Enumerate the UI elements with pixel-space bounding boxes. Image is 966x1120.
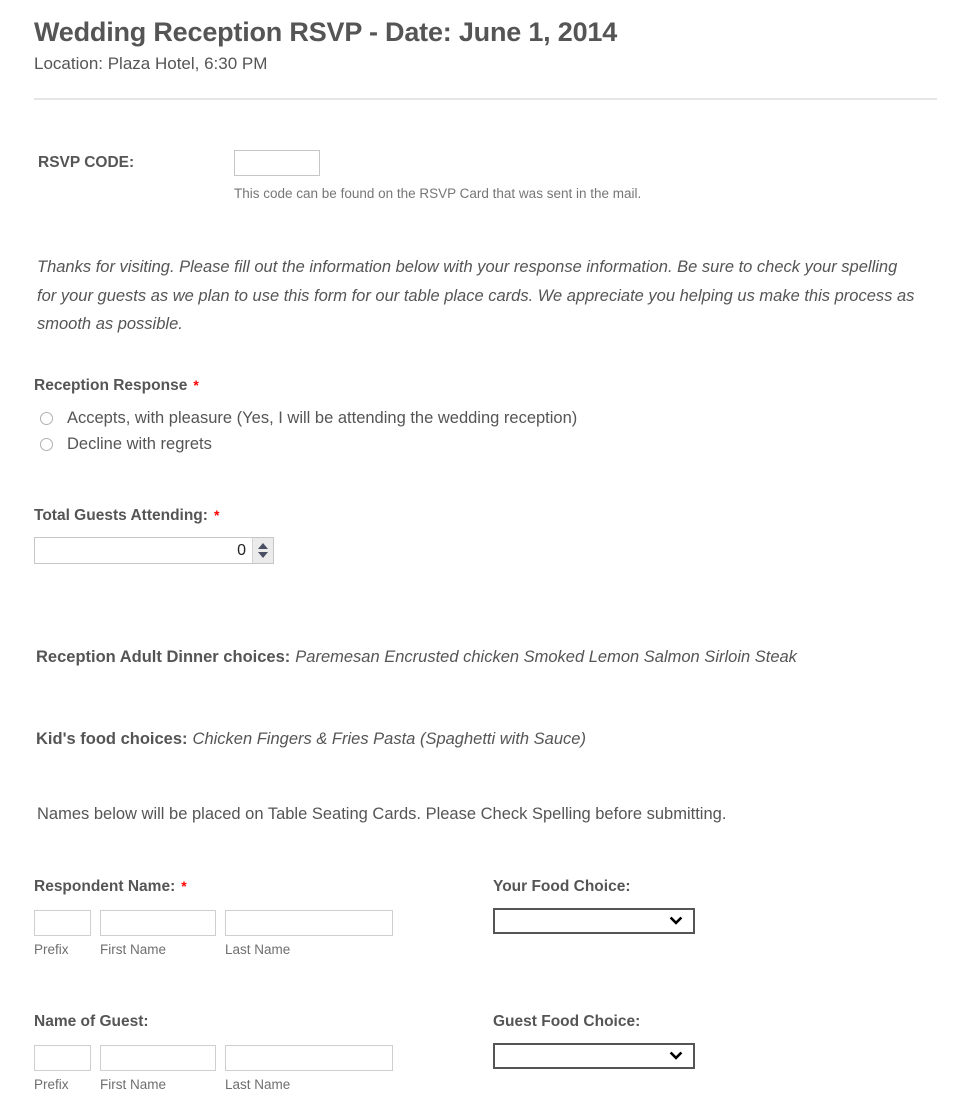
reception-response-group <box>34 377 577 457</box>
page-title: Wedding Reception RSVP - Date: June 1, 2014 <box>34 17 618 47</box>
respondent-first-col <box>100 910 216 957</box>
your-food-choice-select[interactable] <box>493 908 695 934</box>
guest-name-label: Name of Guest: <box>34 1013 149 1030</box>
guest-prefix-col <box>34 1045 91 1092</box>
guest-first-name-sublabel: First Name <box>100 1077 167 1092</box>
intro-paragraph: Thanks for visiting. Please fill out the information below with your response information. Be sure to check your spelling for your guests as we plan to use this form for our table place cards. We appreciate you helping us make this process as smooth as possible. <box>37 258 915 333</box>
radio-option-decline[interactable] <box>40 431 577 457</box>
rsvp-code-label: RSVP CODE: <box>38 154 135 171</box>
header-divider <box>34 98 937 100</box>
respondent-first-name-input[interactable] <box>100 910 216 936</box>
total-guests-input[interactable] <box>35 538 252 563</box>
respondent-name-label-text: Respondent Name: <box>34 878 176 895</box>
kids-food-choices <box>36 730 586 749</box>
respondent-last-name-sublabel: Last Name <box>225 942 291 957</box>
respondent-name-group <box>34 878 393 957</box>
page-subtitle: Location: Plaza Hotel, 6:30 PM <box>34 53 268 73</box>
guest-food-choice-select[interactable] <box>493 1043 695 1069</box>
respondent-name-label <box>34 878 393 896</box>
guest-name-group <box>34 1013 393 1092</box>
kids-food-label: Kid's food choices: <box>36 730 188 748</box>
rsvp-code-hint: This code can be found on the RSVP Card that was sent in the mail. <box>234 186 642 201</box>
kids-food-items: Chicken Fingers & Fries Pasta (Spaghetti with Sauce) <box>192 730 586 748</box>
form-header <box>0 0 966 74</box>
total-guests-label <box>34 507 274 525</box>
your-food-choice-label: Your Food Choice: <box>493 878 631 895</box>
chevron-down-icon[interactable] <box>669 913 683 927</box>
reception-response-label <box>34 377 577 395</box>
required-asterisk: * <box>193 377 199 393</box>
total-guests-group <box>34 507 274 564</box>
respondent-prefix-col <box>34 910 91 957</box>
adult-dinner-items: Paremesan Encrusted chicken Smoked Lemon Salmon Sirloin Steak <box>295 648 797 666</box>
guest-last-col <box>225 1045 393 1092</box>
radio-icon[interactable] <box>40 438 53 451</box>
guest-food-choice-label: Guest Food Choice: <box>493 1013 641 1030</box>
radio-option-accept[interactable] <box>40 405 577 431</box>
guest-first-col <box>100 1045 216 1092</box>
adult-dinner-choices <box>36 648 797 667</box>
guest-first-name-input[interactable] <box>100 1045 216 1071</box>
respondent-last-col <box>225 910 393 957</box>
stepper-up-icon[interactable] <box>258 543 268 549</box>
required-asterisk: * <box>181 878 187 894</box>
guest-food-choice-group <box>493 1013 695 1069</box>
respondent-prefix-input[interactable] <box>34 910 91 936</box>
respondent-last-name-input[interactable] <box>225 910 393 936</box>
guest-last-name-sublabel: Last Name <box>225 1077 291 1092</box>
guest-last-name-input[interactable] <box>225 1045 393 1071</box>
reception-response-label-text: Reception Response <box>34 377 188 394</box>
your-food-choice-group <box>493 878 695 934</box>
stepper-buttons[interactable] <box>252 538 273 563</box>
stepper-down-icon[interactable] <box>258 552 268 558</box>
radio-option-label: Decline with regrets <box>67 434 212 453</box>
respondent-prefix-sublabel: Prefix <box>34 942 69 957</box>
total-guests-label-text: Total Guests Attending: <box>34 507 208 524</box>
rsvp-code-input[interactable] <box>234 150 320 176</box>
names-note: Names below will be placed on Table Seating Cards. Please Check Spelling before submitting. <box>37 805 727 823</box>
respondent-name-inputs <box>34 910 393 957</box>
guest-prefix-sublabel: Prefix <box>34 1077 69 1092</box>
guest-prefix-input[interactable] <box>34 1045 91 1071</box>
chevron-down-icon[interactable] <box>669 1048 683 1062</box>
required-asterisk: * <box>213 507 220 523</box>
guest-name-inputs <box>34 1045 393 1092</box>
radio-option-label: Accepts, with pleasure (Yes, I will be attending the wedding reception) <box>67 408 578 427</box>
respondent-first-name-sublabel: First Name <box>100 942 167 957</box>
adult-dinner-label: Reception Adult Dinner choices: <box>36 648 291 666</box>
total-guests-stepper[interactable] <box>34 537 274 564</box>
radio-icon[interactable] <box>40 412 53 425</box>
